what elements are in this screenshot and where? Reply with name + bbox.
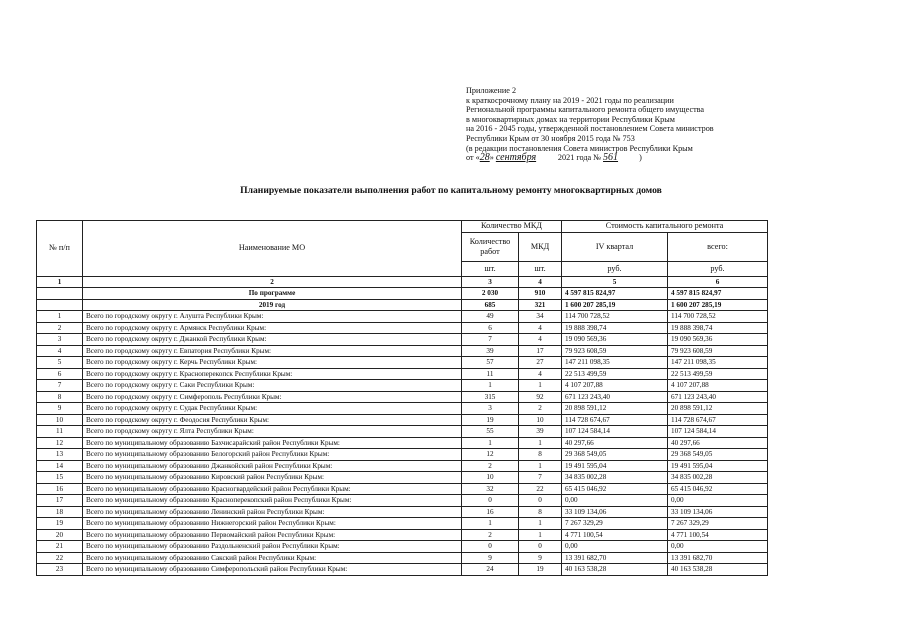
mkd-count: 19 (519, 564, 562, 576)
table-row (37, 460, 768, 472)
mkd-count: 7 (519, 472, 562, 484)
q4-cost: 13 391 682,70 (562, 552, 668, 564)
table-row (37, 368, 768, 380)
works-count: 32 (462, 483, 519, 495)
row-number: 19 (37, 518, 83, 530)
date-month-handwritten: сентября (495, 152, 537, 164)
row-number: 9 (37, 403, 83, 415)
header-line: Региональной программы капитального ремонта общего имущества (466, 105, 705, 115)
program-label: По программе (83, 288, 462, 300)
mkd-count: 1 (519, 460, 562, 472)
works-count: 0 (462, 495, 519, 507)
table-row (37, 380, 768, 392)
mkd-count: 1 (519, 529, 562, 541)
q4-cost: 114 728 674,67 (562, 414, 668, 426)
municipality-name: Всего по муниципальному образованию Джанкойский район Республики Крым: (83, 460, 462, 472)
total-cost: 4 107 207,88 (668, 380, 768, 392)
total-cost: 4 771 100,54 (668, 529, 768, 541)
year-total-row (37, 299, 768, 311)
municipality-name: Всего по городскому округу г. Евпатория Республики Крым: (83, 345, 462, 357)
document-title: Планируемые показатели выполнения работ по капитальному ремонту многоквартирных домов (240, 185, 662, 196)
q4-cost: 65 415 046,92 (562, 483, 668, 495)
municipality-name: Всего по муниципальному образованию Кировский район Республики Крым: (83, 472, 462, 484)
index-cell: 3 (462, 276, 519, 288)
header-line: в многоквартирных домах на территории Республики Крым (466, 114, 675, 124)
works-count: 16 (462, 506, 519, 518)
q4-cost: 4 771 100,54 (562, 529, 668, 541)
q4-cost: 19 090 569,36 (562, 334, 668, 346)
index-cell: 2 (83, 276, 462, 288)
index-cell: 4 (519, 276, 562, 288)
header-line: Приложение 2 (466, 86, 517, 95)
municipality-name: Всего по городскому округу г. Ялта Республики Крым: (83, 426, 462, 438)
total-cost: 7 267 329,29 (668, 518, 768, 530)
table-row (37, 495, 768, 507)
municipality-name: Всего по городскому округу г. Красноперекопск Республики Крым: (83, 368, 462, 380)
row-number: 16 (37, 483, 83, 495)
table-row (37, 345, 768, 357)
municipality-name: Всего по городскому округу г. Керчь Республики Крым: (83, 357, 462, 369)
total-cost: 114 728 674,67 (668, 414, 768, 426)
municipality-name: Всего по городскому округу г. Джанкой Республики Крым: (83, 334, 462, 346)
row-number: 3 (37, 334, 83, 346)
q4-cost: 40 297,66 (562, 437, 668, 449)
q4-cost: 0,00 (562, 541, 668, 553)
municipality-name: Всего по городскому округу г. Симферополь Республики Крым: (83, 391, 462, 403)
row-number: 18 (37, 506, 83, 518)
row-number: 1 (37, 311, 83, 323)
index-cell: 1 (37, 276, 83, 288)
q4-cost: 40 163 538,28 (562, 564, 668, 576)
index-cell: 6 (668, 276, 768, 288)
q4-cost: 34 835 002,28 (562, 472, 668, 484)
works-count: 2 (462, 460, 519, 472)
header-line: на 2016 - 2045 годы, утвержденной постановлением Совета министров (466, 124, 714, 134)
table-row (37, 426, 768, 438)
table-row (37, 483, 768, 495)
total-cost: 147 211 098,35 (668, 357, 768, 369)
group-header-cost: Стоимость капитального ремонта (562, 221, 768, 233)
unit-works: шт. (462, 261, 519, 276)
total-cost: 114 700 728,52 (668, 311, 768, 323)
row-number: 14 (37, 460, 83, 472)
works-count: 19 (462, 414, 519, 426)
date-number-handwritten: 561 (603, 152, 619, 164)
year-total: 1 600 207 285,19 (668, 299, 768, 311)
mkd-count: 4 (519, 368, 562, 380)
column-header-works: Количество работ (462, 232, 519, 261)
q4-cost: 4 107 207,88 (562, 380, 668, 392)
total-cost: 0,00 (668, 541, 768, 553)
mkd-count: 9 (519, 552, 562, 564)
date-prefix: от « (466, 153, 480, 163)
municipality-name: Всего по муниципальному образованию Красноперекопский район Республики Крым: (83, 495, 462, 507)
mkd-count: 8 (519, 449, 562, 461)
q4-cost: 147 211 098,35 (562, 357, 668, 369)
column-header-name: Наименование МО (83, 221, 462, 277)
column-header-mkd: МКД (519, 232, 562, 261)
table-row (37, 414, 768, 426)
mkd-count: 17 (519, 345, 562, 357)
works-count: 11 (462, 368, 519, 380)
q4-cost: 107 124 584,14 (562, 426, 668, 438)
works-count: 12 (462, 449, 519, 461)
table-row (37, 403, 768, 415)
program-mkd: 910 (519, 288, 562, 300)
repair-table (36, 220, 768, 576)
table-row (37, 552, 768, 564)
works-count: 1 (462, 380, 519, 392)
mkd-count: 0 (519, 541, 562, 553)
works-count: 315 (462, 391, 519, 403)
mkd-count: 34 (519, 311, 562, 323)
unit-q4: руб. (562, 261, 668, 276)
table-row (37, 437, 768, 449)
mkd-count: 27 (519, 357, 562, 369)
total-cost: 19 888 398,74 (668, 322, 768, 334)
row-number: 13 (37, 449, 83, 461)
table-row (37, 449, 768, 461)
total-cost: 34 835 002,28 (668, 472, 768, 484)
total-cost: 33 109 134,06 (668, 506, 768, 518)
total-cost: 13 391 682,70 (668, 552, 768, 564)
row-number: 15 (37, 472, 83, 484)
table-row (37, 541, 768, 553)
mkd-count: 8 (519, 506, 562, 518)
q4-cost: 114 700 728,52 (562, 311, 668, 323)
works-count: 2 (462, 529, 519, 541)
column-header-total: всего: (668, 232, 768, 261)
municipality-name: Всего по муниципальному образованию Сакский район Республики Крым: (83, 552, 462, 564)
municipality-name: Всего по муниципальному образованию Нижнегорский район Республики Крым: (83, 518, 462, 530)
table-row (37, 529, 768, 541)
municipality-name: Всего по муниципальному образованию Бахчисарайский район Республики Крым: (83, 437, 462, 449)
total-cost: 29 368 549,05 (668, 449, 768, 461)
mkd-count: 22 (519, 483, 562, 495)
works-count: 24 (462, 564, 519, 576)
total-cost: 79 923 608,59 (668, 345, 768, 357)
row-number: 4 (37, 345, 83, 357)
municipality-name: Всего по городскому округу г. Судак Республики Крым: (83, 403, 462, 415)
municipality-name: Всего по муниципальному образованию Раздольненский район Республики Крым: (83, 541, 462, 553)
works-count: 7 (462, 334, 519, 346)
row-number: 8 (37, 391, 83, 403)
mkd-count: 4 (519, 334, 562, 346)
q4-cost: 0,00 (562, 495, 668, 507)
municipality-name: Всего по муниципальному образованию Симферопольский район Республики Крым: (83, 564, 462, 576)
row-number: 12 (37, 437, 83, 449)
table-row (37, 322, 768, 334)
row-number: 21 (37, 541, 83, 553)
total-cost: 19 090 569,36 (668, 334, 768, 346)
q4-cost: 19 491 595,04 (562, 460, 668, 472)
row-number: 6 (37, 368, 83, 380)
q4-cost: 22 513 499,59 (562, 368, 668, 380)
q4-cost: 7 267 329,29 (562, 518, 668, 530)
total-cost: 671 123 243,40 (668, 391, 768, 403)
municipality-name: Всего по муниципальному образованию Красногвардейский район Республики Крым: (83, 483, 462, 495)
table-row (37, 357, 768, 369)
municipality-name: Всего по муниципальному образованию Ленинский район Республики Крым: (83, 506, 462, 518)
header-line: к краткосрочному плану на 2019 - 2021 годы по реализации (466, 95, 674, 105)
total-cost: 40 163 538,28 (668, 564, 768, 576)
works-count: 39 (462, 345, 519, 357)
works-count: 6 (462, 322, 519, 334)
works-count: 49 (462, 311, 519, 323)
total-cost: 20 898 591,12 (668, 403, 768, 415)
header-line: Республики Крым от 30 ноября 2015 года № 753 (466, 133, 635, 143)
table-row (37, 311, 768, 323)
table-row (37, 334, 768, 346)
total-cost: 40 297,66 (668, 437, 768, 449)
group-header-mkd: Количество МКД (462, 221, 562, 233)
program-works: 2 030 (462, 288, 519, 300)
program-total: 4 597 815 824,97 (668, 288, 768, 300)
row-number: 10 (37, 414, 83, 426)
total-cost: 65 415 046,92 (668, 483, 768, 495)
date-suffix: ) (639, 153, 642, 163)
mkd-count: 1 (519, 518, 562, 530)
table-row (37, 518, 768, 530)
works-count: 0 (462, 541, 519, 553)
unit-mkd: шт. (519, 261, 562, 276)
mkd-count: 0 (519, 495, 562, 507)
row-number: 17 (37, 495, 83, 507)
municipality-name: Всего по муниципальному образованию Первомайский район Республики Крым: (83, 529, 462, 541)
date-day-handwritten: 28 (479, 152, 490, 164)
total-cost: 19 491 595,04 (668, 460, 768, 472)
table-row (37, 506, 768, 518)
year-label: 2019 год (83, 299, 462, 311)
index-cell: 5 (562, 276, 668, 288)
municipality-name: Всего по городскому округу г. Алушта Республики Крым: (83, 311, 462, 323)
works-count: 1 (462, 437, 519, 449)
q4-cost: 79 923 608,59 (562, 345, 668, 357)
q4-cost: 29 368 549,05 (562, 449, 668, 461)
works-count: 10 (462, 472, 519, 484)
date-year: 2021 года № (557, 153, 601, 163)
header-date-line (466, 153, 886, 163)
works-count: 1 (462, 518, 519, 530)
mkd-count: 10 (519, 414, 562, 426)
works-count: 55 (462, 426, 519, 438)
row-number: 7 (37, 380, 83, 392)
program-total-row (37, 288, 768, 300)
row-number: 20 (37, 529, 83, 541)
municipality-name: Всего по городскому округу г. Саки Республики Крым: (83, 380, 462, 392)
table-row (37, 564, 768, 576)
row-number: 11 (37, 426, 83, 438)
row-number: 23 (37, 564, 83, 576)
mkd-count: 4 (519, 322, 562, 334)
program-q4: 4 597 815 824,97 (562, 288, 668, 300)
year-works: 685 (462, 299, 519, 311)
column-header-q4: IV квартал (562, 232, 668, 261)
header-line: (в редакции постановления Совета министров Республики Крым (466, 143, 693, 153)
works-count: 57 (462, 357, 519, 369)
q4-cost: 20 898 591,12 (562, 403, 668, 415)
mkd-count: 1 (519, 380, 562, 392)
mkd-count: 2 (519, 403, 562, 415)
row-number: 5 (37, 357, 83, 369)
total-cost: 22 513 499,59 (668, 368, 768, 380)
total-cost: 107 124 584,14 (668, 426, 768, 438)
mkd-count: 39 (519, 426, 562, 438)
date-mid: » (489, 153, 494, 163)
year-q4: 1 600 207 285,19 (562, 299, 668, 311)
municipality-name: Всего по городскому округу г. Феодосия Республики Крым: (83, 414, 462, 426)
total-cost: 0,00 (668, 495, 768, 507)
row-number: 22 (37, 552, 83, 564)
table-row (37, 391, 768, 403)
municipality-name: Всего по муниципальному образованию Белогорский район Республики Крым: (83, 449, 462, 461)
unit-total: руб. (668, 261, 768, 276)
q4-cost: 33 109 134,06 (562, 506, 668, 518)
mkd-count: 92 (519, 391, 562, 403)
column-header-number: № п/п (37, 221, 83, 277)
works-count: 3 (462, 403, 519, 415)
municipality-name: Всего по городскому округу г. Армянск Республики Крым: (83, 322, 462, 334)
row-number: 2 (37, 322, 83, 334)
table-row (37, 472, 768, 484)
mkd-count: 1 (519, 437, 562, 449)
q4-cost: 19 888 398,74 (562, 322, 668, 334)
q4-cost: 671 123 243,40 (562, 391, 668, 403)
works-count: 9 (462, 552, 519, 564)
appendix-header (466, 86, 886, 163)
year-mkd: 321 (519, 299, 562, 311)
